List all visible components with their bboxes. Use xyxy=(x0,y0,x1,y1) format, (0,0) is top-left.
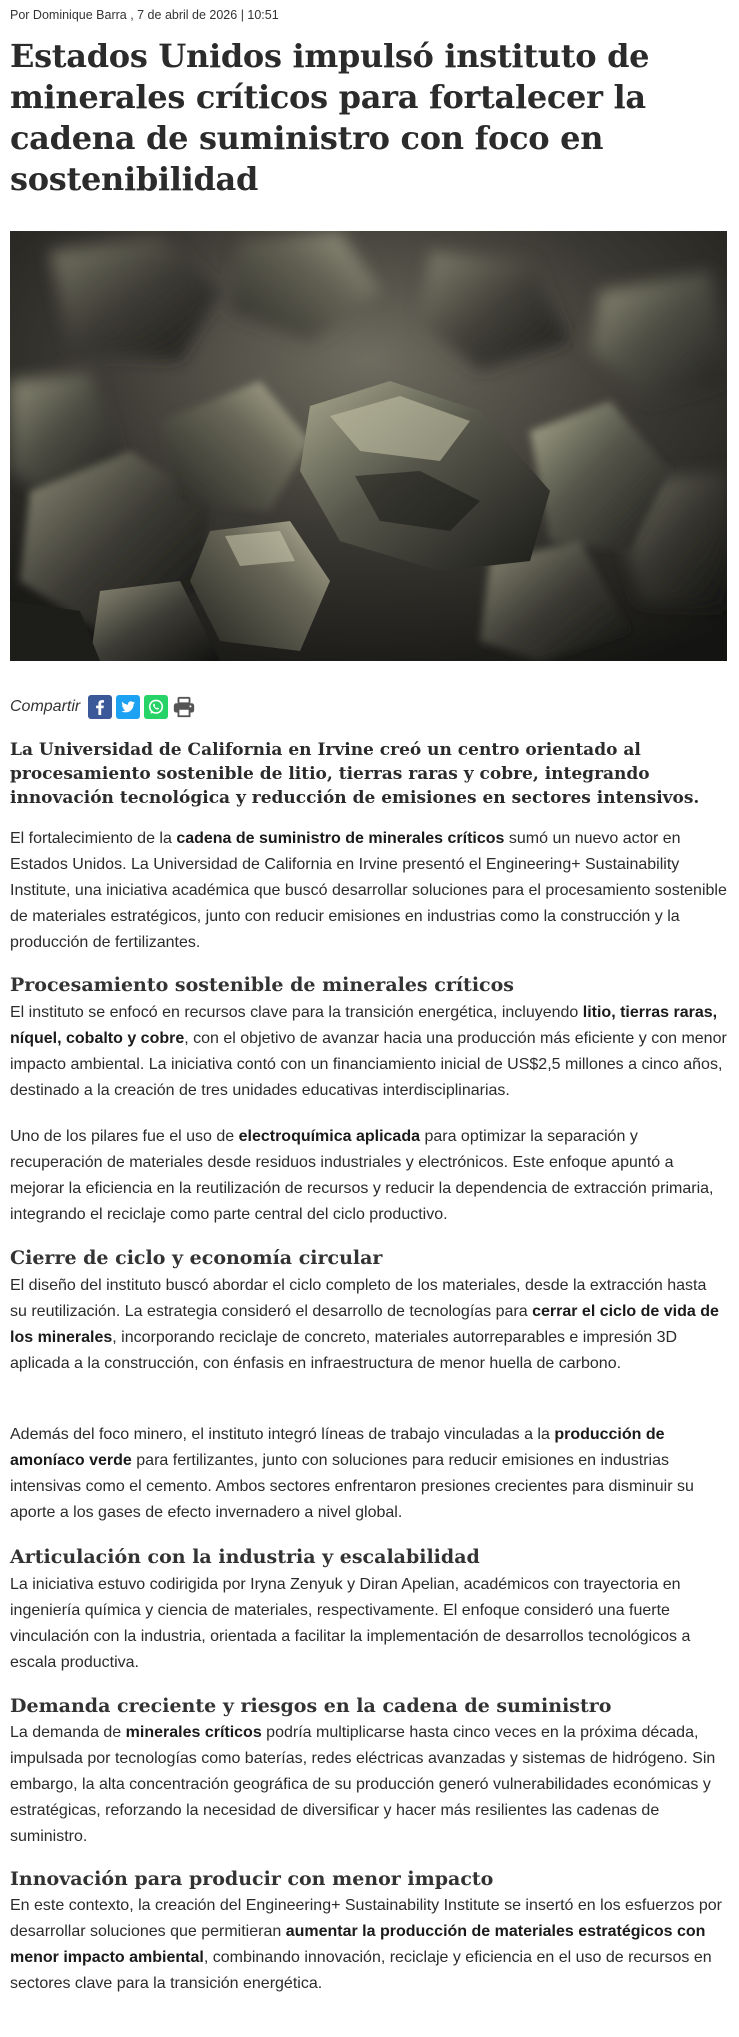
paragraph-5: Además del foco minero, el instituto integró líneas de trabajo vinculadas a la producción de amoníaco verde para fertilizantes, junto con soluciones para reducir emisiones en industrias intensivas como el cemento. Ambos sectores enfrentaron presiones crecientes para disminuir su aporte a los gases de efecto invernadero a nivel global. xyxy=(10,1426,694,1521)
hero-image xyxy=(10,231,727,661)
paragraph-4: El diseño del instituto buscó abordar el ciclo completo de los materiales, desde la extracción hasta su reutilización. La estrategia consideró el desarrollo de tecnologías para cerrar el ciclo de vida de los minerales, incorporando reciclaje de concreto, materiales autorreparables e impresión 3D aplicada a la construcción, con énfasis en infraestructura de menor huella de carbono. xyxy=(10,1277,719,1372)
paragraph-2: El instituto se enfocó en recursos clave para la transición energética, incluyendo litio, tierras raras, níquel, cobalto y cobre, con el objetivo de avanzar hacia una producción más eficiente y con menor impacto ambiental. La iniciativa contó con un financiamiento inicial de US$2,5 millones a cinco años, destinado a la creación de tres unidades educativas interdisciplinarias. xyxy=(10,1004,727,1099)
whatsapp-icon[interactable] xyxy=(144,695,168,719)
twitter-icon[interactable] xyxy=(116,695,140,719)
paragraph-7: La demanda de minerales críticos podría multiplicarse hasta cinco veces en la próxima década, impulsada por tecnologías como baterías, redes eléctricas avanzadas y sistemas de hidrógeno. Sin embargo, la alta concentración geográfica de su producción generó vulnerabilidades económicas y estratégicas, reforzando la necesidad de diversificar y hacer más resilientes las cadenas de suministro. xyxy=(10,1724,716,1845)
highlight: cerrar el ciclo de vida de los minerales xyxy=(10,1303,719,1346)
share-label: Compartir xyxy=(10,698,81,715)
paragraph-6: La iniciativa estuvo codirigida por Iryna Zenyuk y Diran Apelian, académicos con trayectoria en ingeniería química y ciencia de materiales, respectivamente. El enfoque consideró una fuerte vinculación con la industria, orientada a facilitar la implementación de desarrollos tecnológicos a escala productiva. xyxy=(10,1576,691,1671)
section-heading-3: Articulación con la industria y escalabilidad xyxy=(10,1546,480,1568)
facebook-icon[interactable] xyxy=(88,695,112,719)
section-heading-1: Procesamiento sostenible de minerales críticos xyxy=(10,974,514,996)
highlight: cadena de suministro de minerales críticos xyxy=(176,830,505,847)
article-lead: La Universidad de California en Irvine creó un centro orientado al procesamiento sostenible de litio, tierras raras y cobre, integrando innovación tecnológica y reducción de emisiones en sectores intensivos. xyxy=(10,740,700,808)
article-title: Estados Unidos impulsó instituto de minerales críticos para fortalecer la cadena de suministro con foco en sostenibilidad xyxy=(10,37,650,198)
section-heading-2: Cierre de ciclo y economía circular xyxy=(10,1247,383,1269)
highlight: electroquímica aplicada xyxy=(238,1128,420,1145)
section-heading-4: Demanda creciente y riesgos en la cadena de suministro xyxy=(10,1695,612,1717)
paragraph-8: En este contexto, la creación del Engineering+ Sustainability Institute se insertó en los esfuerzos por desarrollar soluciones que permitieran aumentar la producción de materiales estratégicos con menor impacto ambiental, combinando innovación, reciclaje y eficiencia en el uso de recursos en sectores clave para la transición energética. xyxy=(10,1897,722,1992)
section-heading-5: Innovación para producir con menor impacto xyxy=(10,1868,494,1890)
highlight: producción de amoníaco verde xyxy=(10,1426,665,1469)
highlight: aumentar la producción de materiales estratégicos con menor impacto ambiental xyxy=(10,1923,706,1966)
share-bar xyxy=(10,693,196,721)
highlight: litio, tierras raras, níquel, cobalto y cobre xyxy=(10,1004,718,1047)
highlight: minerales críticos xyxy=(125,1724,262,1741)
paragraph-1: El fortalecimiento de la cadena de suministro de minerales críticos sumó un nuevo actor en Estados Unidos. La Universidad de California en Irvine presentó el Engineering+ Sustainability Institute, una iniciativa académica que buscó desarrollar soluciones para el procesamiento sostenible de materiales estratégicos, junto con reducir emisiones en industrias como la construcción y la producción de fertilizantes. xyxy=(10,830,727,951)
article-byline: Por Dominique Barra , 7 de abril de 2026 | 10:51 xyxy=(10,8,279,22)
paragraph-3: Uno de los pilares fue el uso de electroquímica aplicada para optimizar la separación y recuperación de materiales desde residuos industriales y electrónicos. Este enfoque apuntó a mejorar la eficiencia en la reutilización de recursos y reducir la dependencia de extracción primaria, integrando el reciclaje como parte central del ciclo productivo. xyxy=(10,1128,714,1223)
print-icon[interactable] xyxy=(172,695,196,719)
